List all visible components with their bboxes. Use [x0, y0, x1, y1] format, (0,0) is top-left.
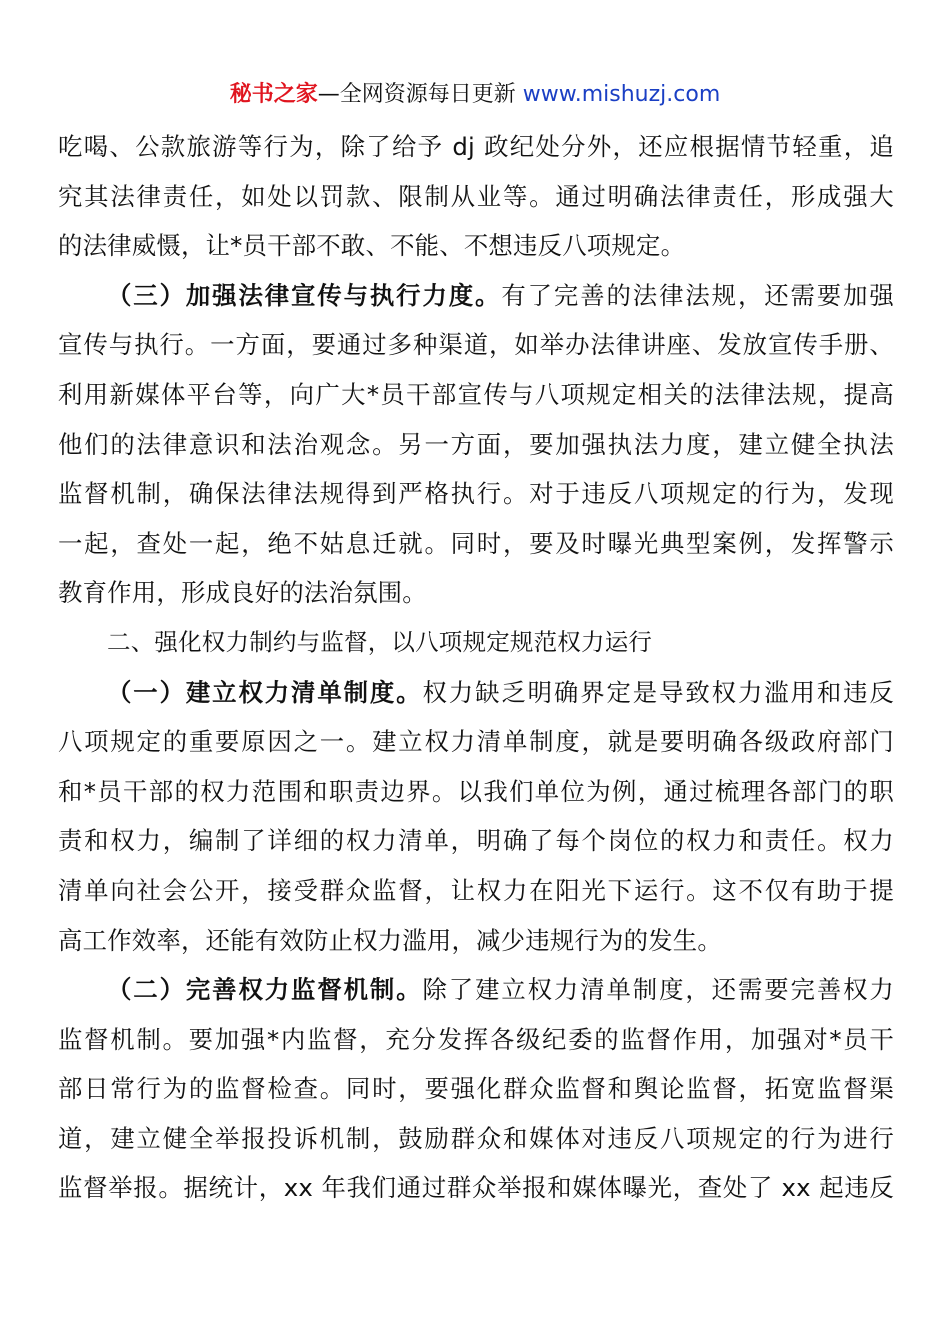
subsection-heading: （三）加强法律宣传与执行力度。 — [107, 280, 502, 310]
paragraph-line: 部日常行为的监督检查。同时，要强化群众监督和舆论监督，拓宽监督渠 — [58, 1074, 894, 1104]
header-tagline: —全网资源每日更新 — [317, 82, 516, 107]
paragraph-legal-liability — [58, 122, 894, 271]
paragraph-law-enforcement — [58, 271, 894, 618]
paragraph-line: 责和权力，编制了详细的权力清单，明确了每个岗位的权力和责任。权力 — [58, 826, 894, 856]
paragraph-line: 和*员干部的权力范围和职责边界。以我们单位为例，通过梳理各部门的职 — [58, 776, 894, 806]
paragraph-line: 监督机制。要加强*内监督，充分发挥各级纪委的监督作用，加强对*员干 — [58, 1024, 894, 1054]
paragraph-line: 吃喝、公款旅游等行为，除了给予 dj 政纪处分外，还应根据情节轻重，追 — [58, 132, 894, 161]
paragraph-first-line — [58, 271, 894, 321]
subsection-heading: （一）建立权力清单制度。 — [107, 677, 423, 707]
paragraph-power-list — [58, 668, 894, 966]
paragraph-first-line — [58, 668, 894, 718]
paragraph-line: 他们的法律意识和法治观念。另一方面，要加强执法力度，建立健全执法 — [58, 429, 894, 459]
paragraph-line: 宣传与执行。一方面，要通过多种渠道，如举办法律讲座、发放宣传手册、 — [58, 330, 894, 360]
paragraph-text: 除了建立权力清单制度，还需要完善权力 — [422, 975, 894, 1005]
paragraph-first-line — [58, 965, 894, 1015]
header-brand: 秘书之家 — [229, 82, 318, 107]
header-url[interactable]: www.mishuzj.com — [522, 82, 721, 107]
paragraph-line: 道，建立健全举报投诉机制，鼓励群众和媒体对违反八项规定的行为进行 — [58, 1123, 894, 1153]
paragraph-line: 高工作效率，还能有效防止权力滥用，减少违规行为的发生。 — [58, 925, 722, 955]
paragraph-line: 究其法律责任，如处以罚款、限制从业等。通过明确法律责任，形成强大 — [58, 181, 894, 211]
page-header — [0, 80, 950, 110]
paragraph-line: 八项规定的重要原因之一。建立权力清单制度，就是要明确各级政府部门 — [58, 727, 894, 757]
section-heading: 二、强化权力制约与监督，以八项规定规范权力运行 — [107, 627, 653, 656]
paragraph-line: 一起，查处一起，绝不姑息迁就。同时，要及时曝光典型案例，发挥警示 — [58, 528, 894, 558]
paragraph-line: 利用新媒体平台等，向广大*员干部宣传与八项规定相关的法律法规，提高 — [58, 379, 894, 409]
paragraph-power-supervision — [58, 965, 894, 1213]
paragraph-line: 监督机制，确保法律法规得到严格执行。对于违反八项规定的行为，发现 — [58, 479, 894, 509]
paragraph-text: 有了完善的法律法规，还需要加强 — [501, 280, 894, 310]
subsection-heading: （二）完善权力监督机制。 — [107, 975, 423, 1005]
document-body — [58, 122, 894, 1213]
paragraph-line: 教育作用，形成良好的法治氛围。 — [58, 578, 427, 608]
paragraph-line: 监督举报。据统计，xx 年我们通过群众举报和媒体曝光，查处了 xx 起违反 — [58, 1173, 894, 1203]
paragraph-text: 权力缺乏明确界定是导致权力滥用和违反 — [422, 677, 894, 707]
paragraph-line: 的法律威慑，让*员干部不敢、不能、不想违反八项规定。 — [58, 231, 686, 261]
paragraph-line: 清单向社会公开，接受群众监督，让权力在阳光下运行。这不仅有助于提 — [58, 875, 894, 905]
